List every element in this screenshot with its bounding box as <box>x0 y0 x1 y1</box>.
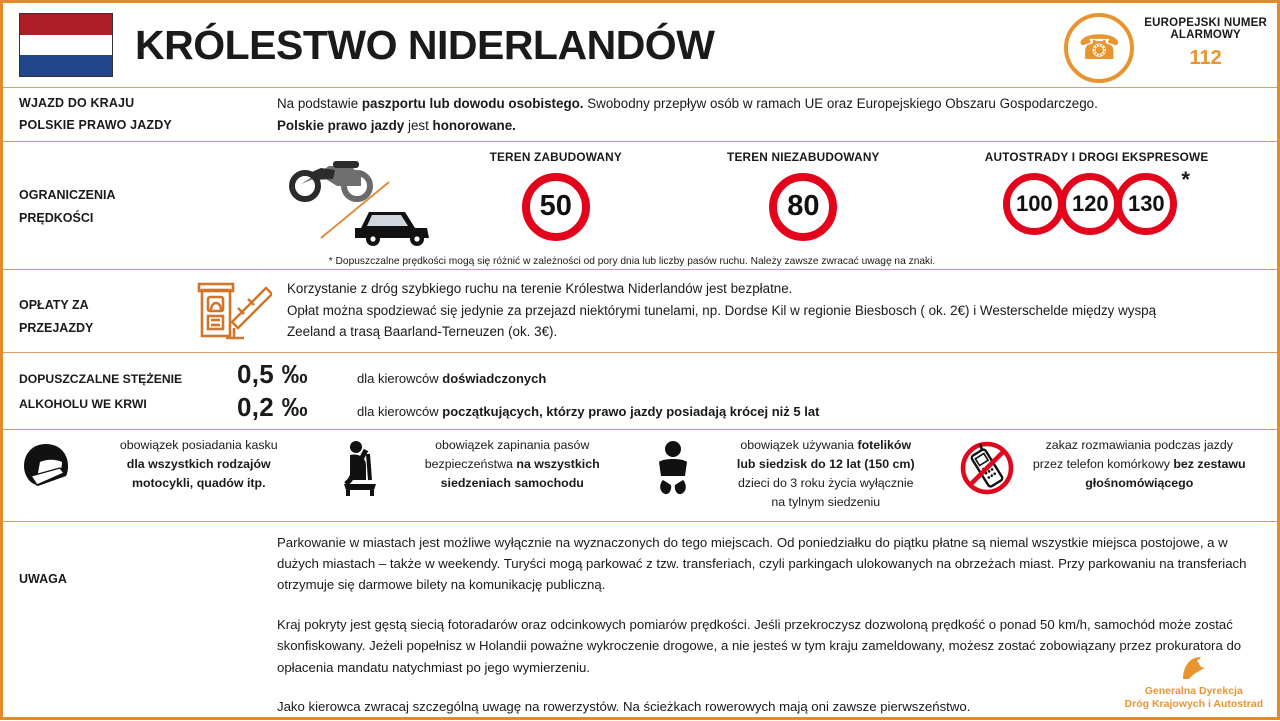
duty-child-seat-text <box>702 436 950 513</box>
speed-sign: 50 <box>522 173 590 241</box>
duty-line: głośnomówiącego <box>1085 476 1194 491</box>
gddkia-line1: Generalna Dyrekcja <box>1144 684 1243 697</box>
speed-sign: 100 <box>1003 173 1065 235</box>
entry-text-1c: Swobodny przepływ osób w ramach UE oraz Europejskiego Obszaru Gospodarczego. <box>583 96 1098 111</box>
alcohol-limit-value: 0,2 ‰ <box>237 391 308 422</box>
entry-text-2b: jest <box>404 117 433 133</box>
alcohol-label <box>19 367 237 416</box>
alcohol-values <box>237 359 1261 425</box>
note-label: UWAGA <box>19 571 67 586</box>
duty-line: dzieci do 3 roku życia wyłącznie <box>737 476 914 491</box>
section-alcohol <box>3 352 1277 429</box>
entry-labels <box>19 93 277 137</box>
tolls-label-line2: PRZEJAZDY <box>19 320 94 335</box>
alcohol-label-line2: ALKOHOLU WE KRWI <box>19 396 147 411</box>
duty-line: lub siedzisk do 12 lat (150 cm) <box>736 456 915 471</box>
duty-no-phone-text <box>1016 436 1264 494</box>
speed-group-title: AUTOSTRADY I DROGI EKSPRESOWE <box>984 149 1209 164</box>
duty-line: dla wszystkich rodzajów <box>126 456 271 471</box>
alcohol-desc-normal: dla kierowców <box>357 403 443 419</box>
tolls-label <box>19 278 189 344</box>
speed-group-title: TEREN NIEZABUDOWANY <box>727 149 880 164</box>
entry-text-1a: Na podstawie <box>277 96 362 111</box>
label-entry-country: WJAZD DO KRAJU <box>19 96 135 110</box>
speed-group-motorway <box>985 150 1209 235</box>
emergency-number-block <box>1064 7 1267 83</box>
page-header <box>3 3 1277 87</box>
duty-seatbelt-text <box>389 436 637 494</box>
speed-group-nonbuiltup <box>727 150 880 241</box>
duty-line: obowiązek zapinania pasów <box>435 437 590 452</box>
no-mobile-phone-icon <box>958 436 1016 496</box>
alcohol-desc-bold: początkujących, którzy prawo jazdy posiadają krócej niż 5 lat <box>442 403 820 419</box>
alcohol-row <box>237 392 1261 423</box>
duty-line: fotelików <box>857 437 912 452</box>
duty-line: zakaz rozmawiania podczas jazdy <box>1045 437 1233 452</box>
speed-asterisk: * <box>1181 166 1190 192</box>
speed-group-title: TEREN ZABUDOWANY <box>489 149 622 164</box>
alcohol-limit-desc <box>357 371 546 386</box>
alcohol-limit-value: 0,5 ‰ <box>237 358 308 389</box>
alcohol-limit-desc <box>357 404 819 419</box>
duty-line: bezpieczeństwa <box>424 456 517 471</box>
duty-line: obowiązek posiadania kasku <box>119 437 278 452</box>
tolls-text-line3: Zeeland a trasą Baarland-Terneuzen (ok. 3€). <box>287 324 558 340</box>
speed-footnote: * Dopuszczalne prędkości mogą się różnić w zależności od pory dnia lub liczby pasów ruchu. Należy zawsze zwracać uwagę na znaki. <box>328 255 936 267</box>
duty-line: na tylnym siedzeniu <box>771 495 881 510</box>
emergency-number: 112 <box>1189 47 1222 69</box>
duty-line: przez telefon komórkowy <box>1032 456 1174 471</box>
tolls-text <box>277 278 1261 344</box>
entry-text-line1 <box>277 93 1261 115</box>
duty-seatbelt <box>327 436 641 513</box>
note-paragraph: Kraj pokryty jest gęstą siecią fotoradarów oraz odcinkowych pomiarów prędkości. Jeśli przekroczysz dozwoloną prędkość o ponad 50 km/h, samochód może zostać skonfiskowany. Jeżeli popełnisz w Holandii poważne wykroczenie drogowe, a nie jesteś w tym kraju zameldowany, możesz zostać zobowiązany przez prokuratora do opłacenia mandatu natychmiast po jego wymierzeniu. <box>277 616 1242 675</box>
speed-label-line1: OGRANICZENIA <box>19 187 116 202</box>
section-tolls <box>3 269 1277 352</box>
tolls-text-line1: Korzystanie z dróg szybkiego ruchu na terenie Królestwa Niderlandów jest bezpłatne. <box>287 280 793 296</box>
speed-sign: 80 <box>769 173 837 241</box>
seatbelt-icon <box>331 436 389 496</box>
note-body <box>277 532 1261 718</box>
netherlands-flag-icon <box>19 13 113 77</box>
duty-no-phone <box>954 436 1268 513</box>
entry-text-line2 <box>277 115 1261 137</box>
label-polish-licence: POLSKIE PRAWO JAZDY <box>19 117 172 132</box>
duty-helmet-text <box>75 436 323 494</box>
speed-label <box>19 142 277 267</box>
speed-sign: 120 <box>1059 173 1121 235</box>
note-paragraph: Parkowanie w miastach jest możliwe wyłącznie na wyznaczonych do tego miejscach. Od poniedziałku do piątku płatne są niemal wszystkie miejsca postojowe, a w dużych miastach – także w weekendy. Turyści mogą parkować z tzw. transferiach, czyli parkingach ulokowanych na obrzeżach miast. Przy parkowaniu na transferiach otrzymuje się darmowe bilety na komunikację publiczną. <box>277 534 1247 593</box>
entry-text-2a: Polskie prawo jazdy <box>277 117 405 133</box>
helmet-icon <box>17 436 75 492</box>
entry-text-1b: paszportu lub dowodu osobistego. <box>361 96 584 111</box>
duty-line: bez zestawu <box>1173 456 1246 471</box>
alcohol-row <box>237 359 1261 390</box>
speed-sign-groups <box>437 142 1261 267</box>
gddkia-line2: Dróg Krajowych i Autostrad <box>1124 697 1263 710</box>
duty-line: na wszystkich <box>516 456 600 471</box>
eagle-icon <box>1125 655 1263 684</box>
alcohol-desc-normal: dla kierowców <box>357 370 443 386</box>
alcohol-desc-bold: doświadczonych <box>442 370 547 386</box>
section-note <box>3 521 1277 721</box>
section-speed-limits <box>3 141 1277 269</box>
duty-child-seat <box>640 436 954 513</box>
toll-gate-icon <box>189 278 277 344</box>
duty-line: siedzeniach samochodu <box>440 476 584 491</box>
section-duties <box>3 429 1277 521</box>
vehicles-icon <box>277 146 437 256</box>
page-title: KRÓLESTWO NIDERLANDÓW <box>135 21 715 68</box>
duty-line: obowiązek używania <box>740 437 858 452</box>
speed-group-builtup <box>490 150 622 241</box>
note-paragraph: Jako kierowca zwracaj szczególną uwagę na rowerzystów. Na ścieżkach rowerowych mają oni zawsze pierwszeństwo. <box>277 698 971 714</box>
emergency-label-line2: ALARMOWY <box>1170 29 1241 41</box>
speed-sign: 130 <box>1115 173 1177 235</box>
entry-text <box>277 93 1261 137</box>
alcohol-label-line1: DOPUSZCZALNE STĘŻENIE <box>19 372 183 387</box>
tolls-text-line2: Opłat można spodziewać się jedynie za przejazd niektórymi tunelami, np. Dordse Kil w regionie Biesbosch ( ok. 2€) i Westerschelde między wyspą <box>287 302 1157 318</box>
emergency-label-line1: EUROPEJSKI NUMER <box>1144 17 1267 29</box>
section-entry <box>3 87 1277 141</box>
entry-text-2c: honorowane. <box>432 117 516 133</box>
tolls-label-line1: OPŁATY ZA <box>19 297 89 312</box>
child-seat-icon <box>644 436 702 496</box>
speed-label-line2: PRĘDKOŚCI <box>19 210 94 225</box>
gddkia-logo <box>1125 655 1263 711</box>
duty-line: motocykli, quadów itp. <box>131 476 266 491</box>
duty-helmet <box>13 436 327 513</box>
phone-icon: ☎ <box>1064 13 1134 83</box>
